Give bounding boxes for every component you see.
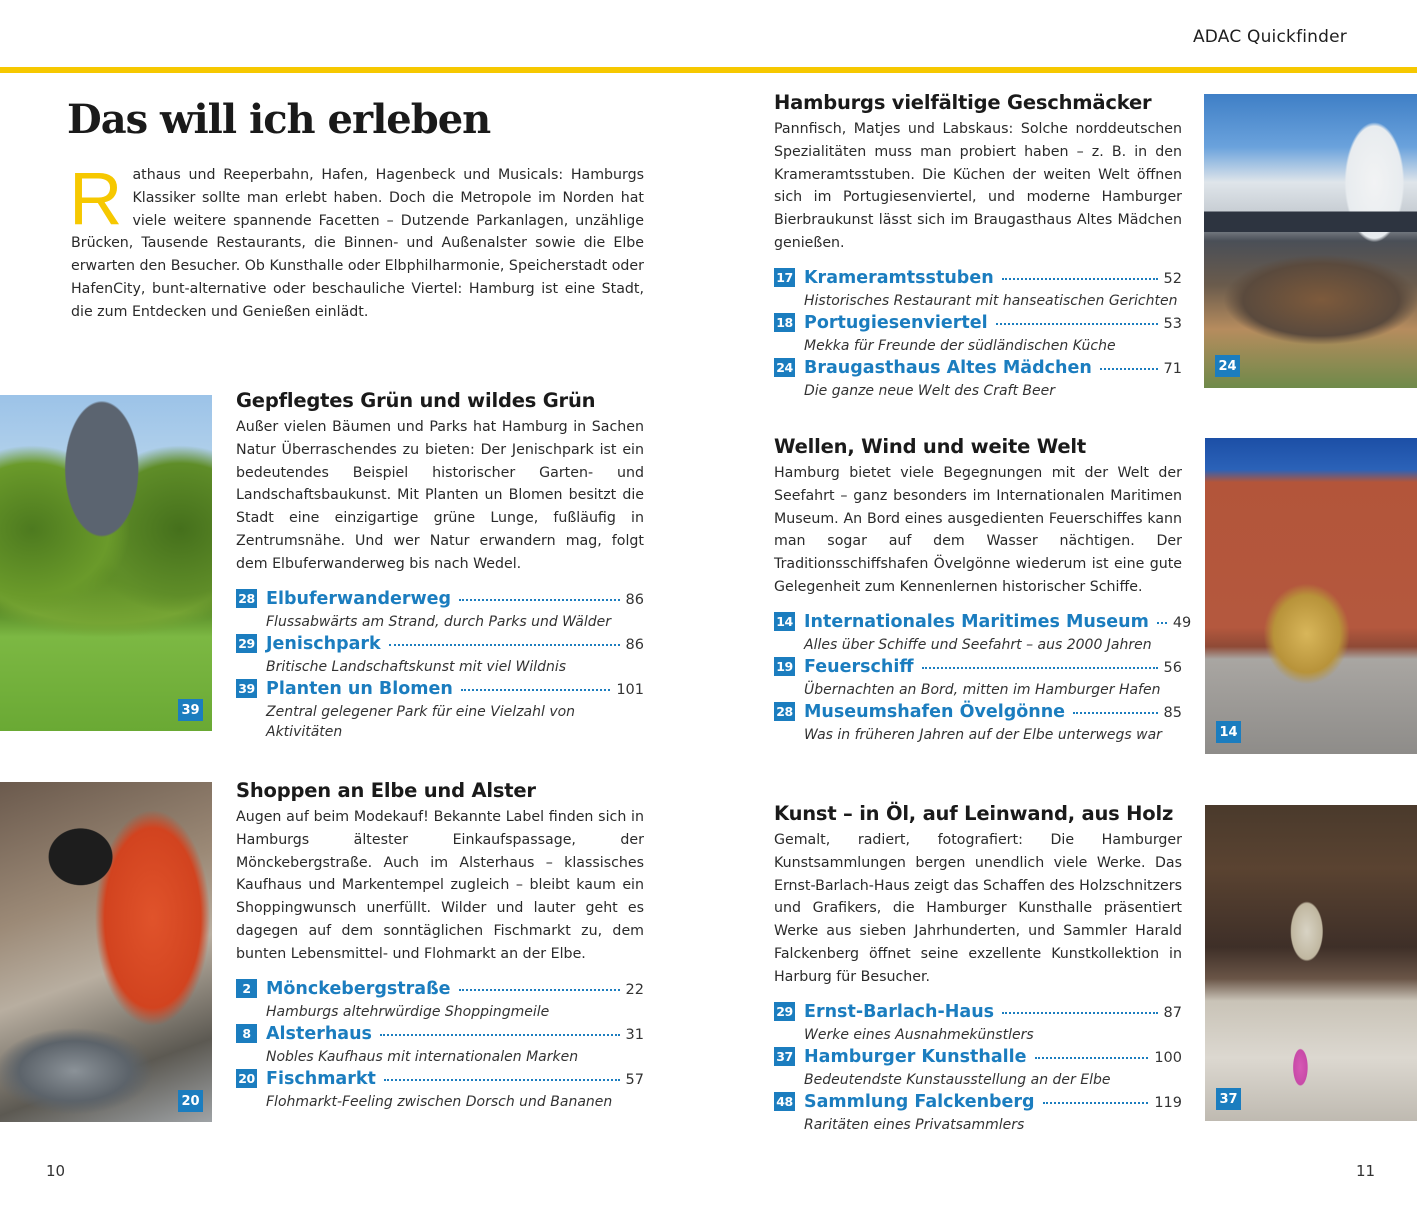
dot-leader <box>380 1034 620 1036</box>
page-reference: 53 <box>1163 315 1182 332</box>
entry-link[interactable]: Hamburger Kunsthalle <box>804 1046 1027 1067</box>
entry-item[interactable] <box>774 611 1192 655</box>
entry-link[interactable]: Ernst-Barlach-Haus <box>804 1001 995 1022</box>
page-reference: 52 <box>1163 270 1182 287</box>
entry-number-badge: 39 <box>236 679 257 698</box>
entry-item[interactable] <box>774 358 1182 401</box>
entry-number-badge: 28 <box>774 702 795 721</box>
page-reference: 49 <box>1172 614 1192 631</box>
entry-description: Was in früheren Jahren auf der Elbe unterwegs war <box>804 726 1162 743</box>
kunsthalle-photo <box>1205 805 1417 1121</box>
entry-item[interactable] <box>236 1069 644 1112</box>
page-title: Das will ich erleben <box>67 96 491 143</box>
running-head: ADAC Quickfinder <box>1192 27 1347 47</box>
entry-description: Raritäten eines Privatsammlers <box>804 1116 1025 1133</box>
dot-leader <box>389 644 620 646</box>
intro-paragraph <box>69 157 644 324</box>
page-number-right: 11 <box>1356 1162 1376 1180</box>
entry-item[interactable] <box>774 268 1182 311</box>
section-food <box>774 90 1182 403</box>
entry-item[interactable] <box>774 1092 1182 1135</box>
dot-leader <box>459 599 619 601</box>
entry-number-badge: 17 <box>774 268 795 287</box>
entry-list <box>774 611 1192 745</box>
entry-number-badge: 14 <box>774 612 795 631</box>
entry-link[interactable]: Feuerschiff <box>804 656 914 677</box>
section-body: Hamburg bietet viele Begegnungen mit der Welt der Seefahrt – ganz besonders im Internationalen Maritimen Museum. An Bord eines ausgedienten Feuerschiffes kann man sogar auf dem Wasser nächtigen. Der Traditionsschiffshafen Övelgönne wiederum ist eine gute Gelegenheit zum Kennenlernen historischer Schiffe. <box>774 465 1182 595</box>
entry-link[interactable]: Museumshafen Övelgönne <box>804 701 1066 722</box>
entry-item[interactable] <box>236 634 644 677</box>
page-reference: 56 <box>1163 659 1182 676</box>
entry-description: Übernachten an Bord, mitten im Hamburger Hafen <box>804 681 1161 698</box>
entry-item[interactable] <box>774 1047 1182 1090</box>
photo-badge: 37 <box>1216 1088 1241 1110</box>
entry-link[interactable]: Elbuferwanderweg <box>266 588 452 609</box>
photo-badge: 39 <box>178 699 203 721</box>
entry-description: Britische Landschaftskunst mit viel Wildnis <box>266 658 567 675</box>
entry-link[interactable]: Krameramtsstuben <box>804 267 994 288</box>
page-reference: 119 <box>1154 1094 1182 1111</box>
entry-description: Werke eines Ausnahmekünstlers <box>804 1026 1034 1043</box>
entry-item[interactable] <box>774 1002 1182 1045</box>
entry-number-badge: 24 <box>774 358 795 377</box>
section-maritime <box>774 434 1192 747</box>
dot-leader <box>1002 1012 1157 1014</box>
entry-number-badge: 37 <box>774 1047 795 1066</box>
page-reference: 87 <box>1163 1004 1182 1021</box>
entry-link[interactable]: Jenischpark <box>266 633 381 654</box>
page-reference: 57 <box>625 1071 644 1088</box>
section-body: Außer vielen Bäumen und Parks hat Hamburg in Sachen Natur Überraschendes zu bieten: Der Jenischpark ist ein bedeutendes Beispiel historischer Garten- und Landschaftsbaukunst. Mit Planten un Blomen besitzt die Stadt eine einzigartige grüne Lunge, fußläufig in Zentrumsnähe. Und wer Natur erwandern mag, folgt dem Elbuferwanderweg bis nach Wedel. <box>236 419 644 572</box>
page-reference: 71 <box>1163 360 1182 377</box>
dot-leader <box>459 989 620 991</box>
entry-link[interactable]: Portugiesenviertel <box>804 312 988 333</box>
entry-number-badge: 2 <box>236 979 257 998</box>
photo-badge: 20 <box>178 1090 203 1112</box>
dot-leader <box>922 667 1158 669</box>
section-shopping <box>236 778 644 1114</box>
dot-leader <box>1035 1057 1149 1059</box>
section-title: Shoppen an Elbe und Alster <box>236 779 536 802</box>
page-number-left: 10 <box>46 1162 66 1180</box>
header-rule <box>0 67 1417 73</box>
entry-item[interactable] <box>236 1024 644 1067</box>
section-body: Gemalt, radiert, fotografiert: Die Hamburger Kunstsammlungen bergen unendlich viele Werke. Das Ernst-Barlach-Haus zeigt das Schaffen des Holzschnitzers und Grafikers, die Hamburger Kunsthalle präsentiert Werke aus sieben Jahrhunderten, und Sammler Harald Falckenberg öffnet seine exzellente Kunstkollektion in Harburg für Besucher. <box>774 832 1182 985</box>
entry-description: Flussabwärts am Strand, durch Parks und Wälder <box>266 613 611 630</box>
photo-badge: 24 <box>1215 355 1240 377</box>
dot-leader <box>1157 622 1167 624</box>
page-reference: 86 <box>625 591 644 608</box>
entry-link[interactable]: Internationales Maritimes Museum <box>804 611 1149 632</box>
entry-number-badge: 19 <box>774 657 795 676</box>
dot-leader <box>1073 712 1157 714</box>
dot-leader <box>1043 1102 1149 1104</box>
entry-link[interactable]: Braugasthaus Altes Mädchen <box>804 357 1092 378</box>
entry-link[interactable]: Mönckebergstraße <box>266 978 451 999</box>
entry-item[interactable] <box>236 589 644 632</box>
beer-garden-photo <box>1204 94 1417 388</box>
drop-cap: R <box>69 157 123 240</box>
page-reference: 31 <box>625 1026 644 1043</box>
page-reference: 85 <box>1163 704 1182 721</box>
entry-list <box>774 1002 1182 1135</box>
entry-description: Zentral gelegener Park für eine Vielzahl von Aktivitäten <box>266 703 576 740</box>
entry-number-badge: 28 <box>236 589 257 608</box>
entry-link[interactable]: Fischmarkt <box>266 1068 376 1089</box>
page-reference: 22 <box>625 981 644 998</box>
entry-list <box>236 589 644 742</box>
park-photo <box>0 395 212 731</box>
dot-leader <box>996 323 1158 325</box>
entry-item[interactable] <box>774 657 1182 700</box>
entry-item[interactable] <box>774 702 1182 745</box>
section-body: Augen auf beim Modekauf! Bekannte Label finden sich in Hamburgs ältester Einkaufspassage, der Mönckebergstraße. Auch im Alsterhaus – klassisches Kaufhaus und Markentempel zugleich – bleibt kaum ein Shoppingwunsch unerfüllt. Wilder und lauter geht es dagegen auf dem sonntäglichen Fischmarkt zu, dem bunten Lebensmittel- und Flohmarkt an der Elbe. <box>236 809 644 962</box>
section-green <box>236 388 644 744</box>
entry-description: Hamburgs altehrwürdige Shoppingmeile <box>266 1003 550 1020</box>
section-art <box>774 801 1182 1137</box>
entry-list <box>774 268 1182 401</box>
dot-leader <box>461 689 611 691</box>
section-title: Wellen, Wind und weite Welt <box>774 435 1086 458</box>
entry-number-badge: 18 <box>774 313 795 332</box>
entry-item[interactable] <box>774 313 1182 356</box>
dot-leader <box>1100 368 1158 370</box>
maritime-museum-photo <box>1205 438 1417 754</box>
fishmarket-photo <box>0 782 212 1122</box>
entry-description: Die ganze neue Welt des Craft Beer <box>804 382 1056 399</box>
entry-description: Nobles Kaufhaus mit internationalen Marken <box>266 1048 579 1065</box>
entry-description: Alles über Schiffe und Seefahrt – aus 2000 Jahren <box>804 636 1152 653</box>
entry-list <box>236 979 644 1112</box>
section-title: Kunst – in Öl, auf Leinwand, aus Holz <box>774 802 1174 825</box>
entry-description: Mekka für Freunde der südländischen Küche <box>804 337 1116 354</box>
entry-item[interactable] <box>236 979 644 1022</box>
section-body: Pannfisch, Matjes und Labskaus: Solche norddeutschen Spezialitäten muss man probiert haben – z. B. in den Krameramtsstuben. Die Küchen der weiten Welt öffnen sich im Portugiesenviertel, und moderne Hamburger Bierbraukunst lässt sich im Braugasthaus Altes Mädchen genießen. <box>774 121 1182 251</box>
entry-description: Bedeutendste Kunstausstellung an der Elbe <box>804 1071 1111 1088</box>
entry-number-badge: 8 <box>236 1024 257 1043</box>
entry-link[interactable]: Sammlung Falckenberg <box>804 1091 1035 1112</box>
entry-number-badge: 29 <box>774 1002 795 1021</box>
section-title: Gepflegtes Grün und wildes Grün <box>236 389 596 412</box>
photo-badge: 14 <box>1216 721 1241 743</box>
entry-item[interactable] <box>236 679 644 742</box>
intro-text: athaus und Reeperbahn, Hafen, Hagenbeck und Musicals: Hamburgs Klassiker sollte man erlebt haben. Doch die Metropole im Norden hat viele weitere spannende Facetten – Dutzende Parkanlagen, unzählige Brücken, Tausende Restaurants, die Binnen- und Außenalster sowie die Elbe erwarten den Besucher. Ob Kunsthalle oder Elbphilharmonie, Speicherstadt oder HafenCity, bunt-alternative oder beschauliche Viertel: Hamburg ist eine Stadt, die zum Entdecken und Genießen einlädt. <box>71 167 644 320</box>
page-reference: 101 <box>616 681 644 698</box>
entry-link[interactable]: Planten un Blomen <box>266 678 453 699</box>
entry-number-badge: 29 <box>236 634 257 653</box>
section-title: Hamburgs vielfältige Geschmäcker <box>774 91 1152 114</box>
entry-description: Flohmarkt-Feeling zwischen Dorsch und Bananen <box>266 1093 613 1110</box>
entry-number-badge: 20 <box>236 1069 257 1088</box>
entry-number-badge: 48 <box>774 1092 795 1111</box>
dot-leader <box>1002 278 1158 280</box>
page-reference: 86 <box>625 636 644 653</box>
entry-description: Historisches Restaurant mit hanseatischen Gerichten <box>804 292 1178 309</box>
dot-leader <box>384 1079 620 1081</box>
page-reference: 100 <box>1154 1049 1182 1066</box>
entry-link[interactable]: Alsterhaus <box>266 1023 372 1044</box>
